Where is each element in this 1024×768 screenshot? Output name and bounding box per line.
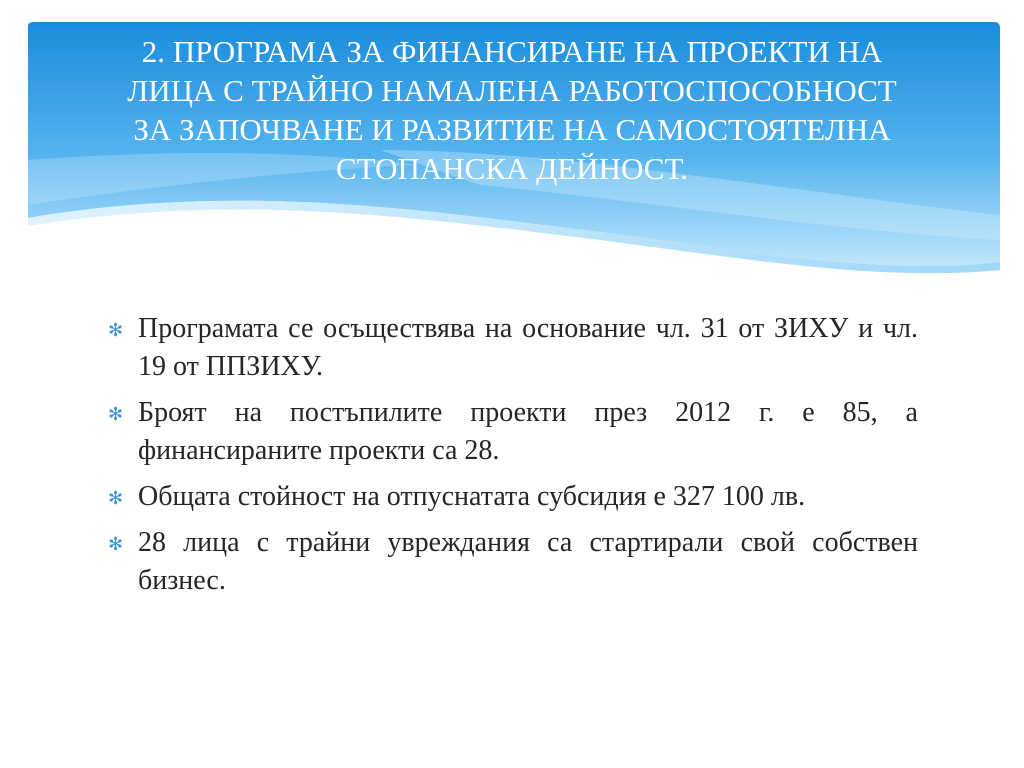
bullet-text: Програмата се осъществява на основание чл. 31 от ЗИХУ и чл. 19 от ППЗИХУ. [138, 313, 918, 382]
slide-title: 2. ПРОГРАМА ЗА ФИНАНСИРАНЕ НА ПРОЕКТИ НА ЛИЦА С ТРАЙНО НАМАЛЕНА РАБОТОСПОСОБНОСТ ЗА ЗАПОЧВАНЕ И РАЗВИТИЕ НА САМОСТОЯТЕЛНА СТОПАНСКА ДЕЙНОСТ. [127, 34, 897, 186]
bullet-item [108, 394, 918, 470]
bullet-item [108, 478, 918, 516]
asterisk-bullet-icon: ✻ [108, 404, 124, 424]
bullet-text: 28 лица с трайни увреждания са стартирали свой собствен бизнес. [138, 527, 918, 596]
bullet-item [108, 310, 918, 386]
asterisk-bullet-icon: ✻ [108, 320, 124, 340]
bullet-list [108, 310, 918, 600]
bullet-item [108, 524, 918, 600]
bullet-text: Броят на постъпилите проекти през 2012 г. е 85, а финансираните проекти са 28. [138, 397, 918, 466]
bullet-text: Общата стойност на отпуснатата субсидия е 327 100 лв. [138, 481, 806, 512]
slide-content [108, 310, 918, 608]
asterisk-bullet-icon: ✻ [108, 534, 124, 554]
asterisk-bullet-icon: ✻ [108, 488, 124, 508]
